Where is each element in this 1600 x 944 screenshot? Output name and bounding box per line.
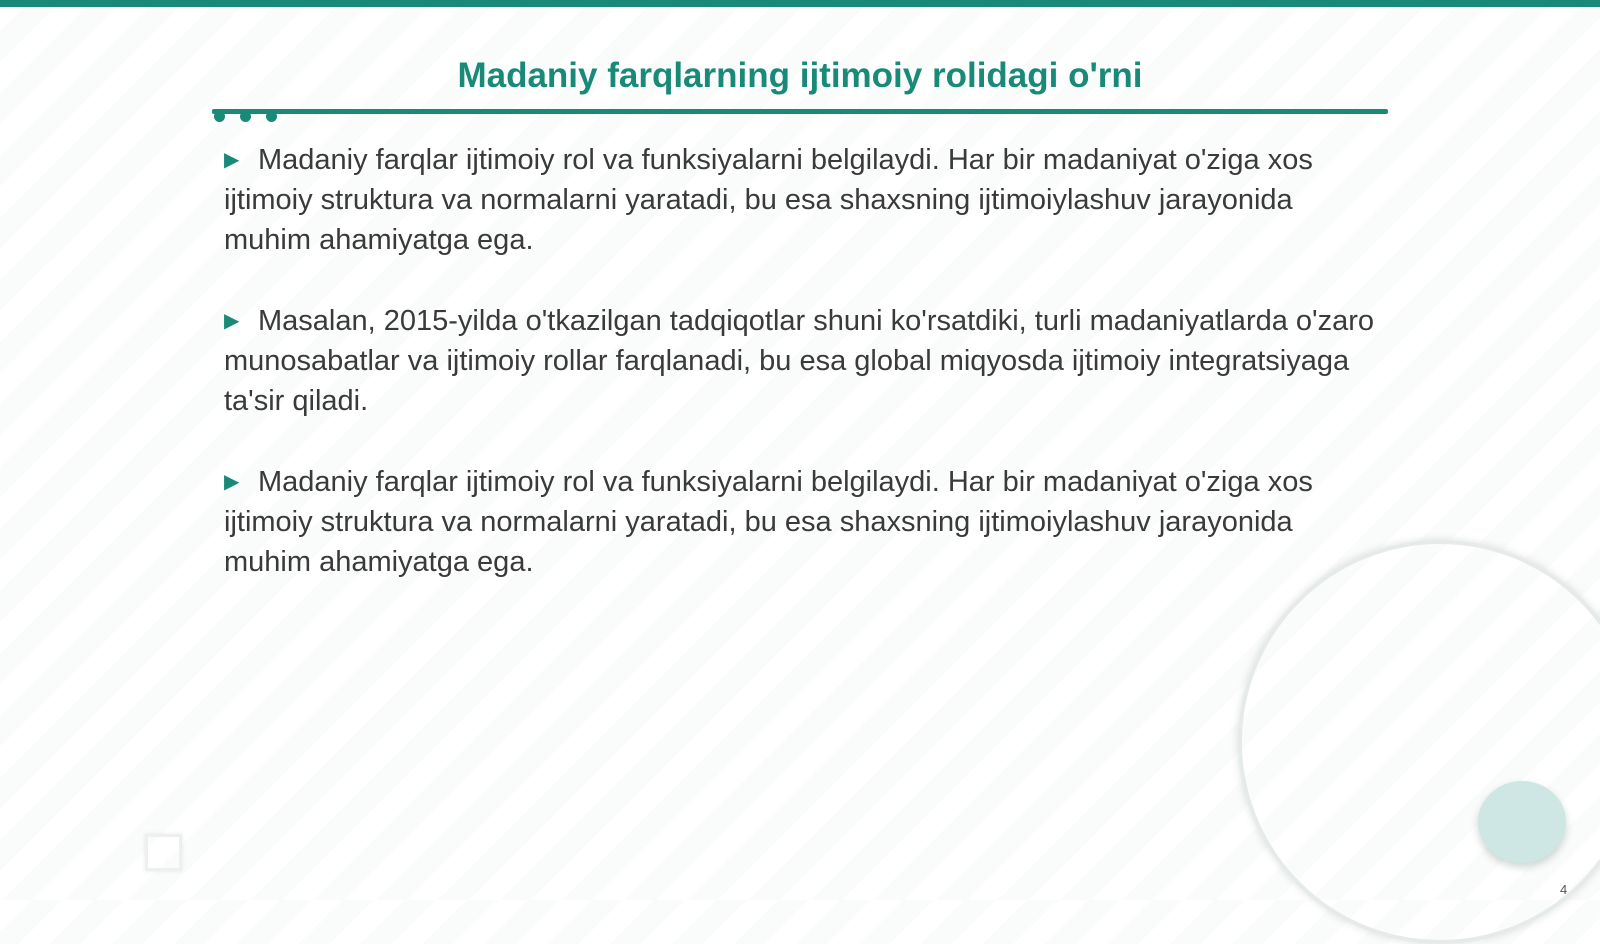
bullet-item (224, 301, 1384, 421)
slide-title: Madaniy farqlarning ijtimoiy rolidagi o'rni (457, 56, 1143, 95)
page-number: 4 (1560, 882, 1568, 897)
underline-dot (266, 111, 277, 122)
bullet-item (224, 462, 1384, 582)
top-accent-bar (0, 0, 1600, 7)
bullet-text: Madaniy farqlar ijtimoiy rol va funksiyalarni belgilaydi. Har bir madaniyat o'ziga xos ijtimoiy struktura va normalarni yaratadi, bu esa shaxsning ijtimoiylashuv jarayonida muhim ahamiyatga ega. (224, 466, 1313, 578)
underline-dot (240, 111, 251, 122)
triangle-right-icon: ▶ (224, 149, 240, 171)
bullet-text: Masalan, 2015-yilda o'tkazilgan tadqiqotlar shuni ko'rsatdiki, turli madaniyatlarda o'zaro munosabatlar va ijtimoiy rollar farqlanadi, bu esa global miqyosda ijtimoiy integratsiyaga ta'sir qiladi. (224, 305, 1374, 417)
triangle-right-icon: ▶ (224, 471, 240, 493)
bullet-item (224, 140, 1384, 260)
bullet-list (224, 140, 1384, 623)
title-underline (212, 109, 1388, 114)
underline-dot (214, 111, 225, 122)
bullet-text: Madaniy farqlar ijtimoiy rol va funksiyalarni belgilaydi. Har bir madaniyat o'ziga xos ijtimoiy struktura va normalarni yaratadi, bu esa shaxsning ijtimoiylashuv jarayonida muhim ahamiyatga ega. (224, 144, 1313, 256)
decorative-circle (1478, 781, 1566, 863)
decorative-square (145, 834, 182, 871)
title-underline-dots (212, 111, 292, 125)
triangle-right-icon: ▶ (224, 310, 240, 332)
